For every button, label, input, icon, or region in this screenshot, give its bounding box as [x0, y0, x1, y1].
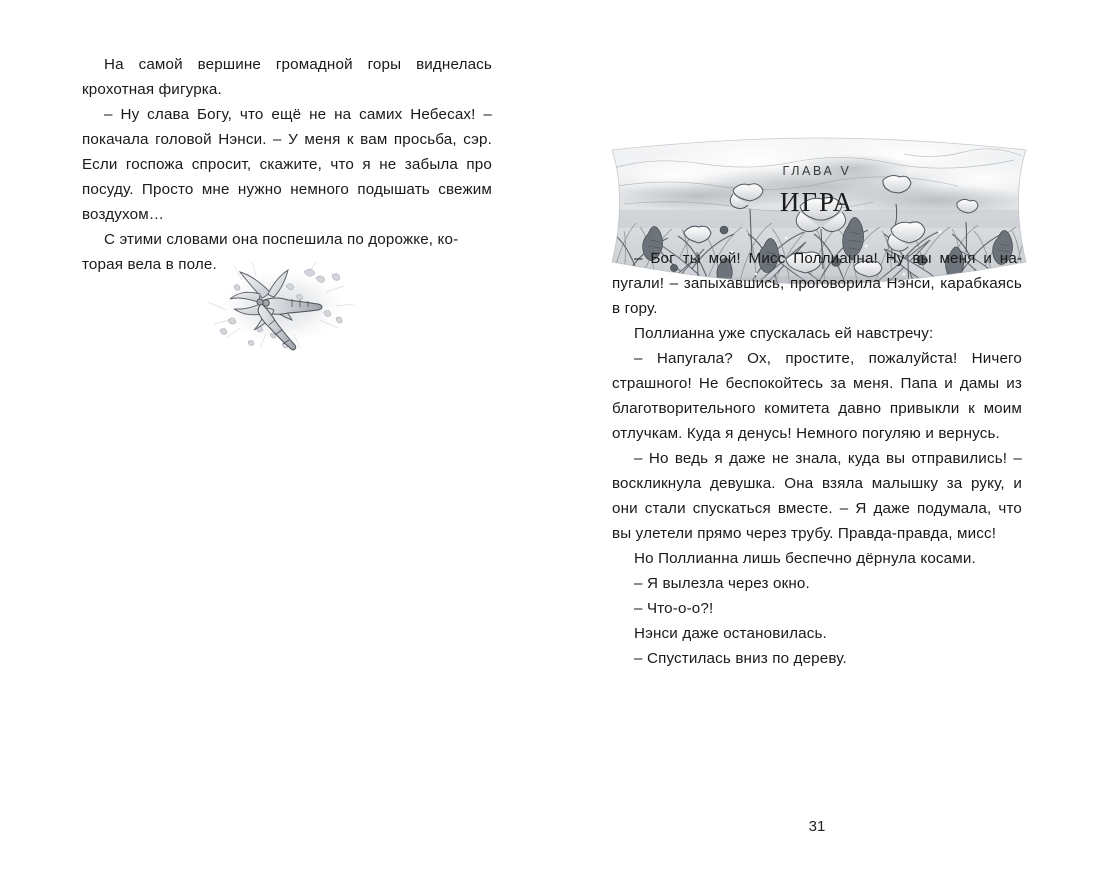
paragraph: – Спустилась вниз по дереву.: [634, 650, 847, 667]
chapter-heading: [612, 164, 1022, 218]
paragraph: – Ну слава Богу, что ещё не на самих Небесах! – покачала головой Нэнси. – У меня к вам просьба, сэр. Если госпожа спросит, скажите, что я не забыла про посуду. Просто мне нужно немного подышать свежим воздухом…: [82, 106, 492, 223]
paragraph: – Напугала? Ох, простите, пожалуйста! Ничего страшного! Не беспокойтесь за меня. Папа и дамы из благотворительного комитета давно привыкли к моим отлучкам. Куда я денусь! Немного погуляю и вернусь.: [612, 350, 1022, 442]
paragraph: Но Поллианна лишь беспечно дёрнула косами.: [634, 550, 976, 567]
paragraph: – Что-о-о?!: [634, 600, 714, 617]
right-page-text-body: [612, 246, 1022, 671]
dragonflies-vignette-illustration: [196, 250, 366, 355]
chapter-title: ИГРА: [779, 187, 855, 217]
paragraph: – Я вылезла через окно.: [634, 575, 810, 592]
paragraph: – Но ведь я даже не знала, куда вы отправились! – воскликнула девушка. Она взяла малышку за руку, и они стали спускаться вместе. – Я даже подумала, что вы улетели прямо через трубу. Правда-правда, мисс!: [612, 450, 1022, 542]
paragraph: На самой вершине громадной горы виднелась крохотная фигурка.: [82, 56, 492, 98]
chapter-number-label: ГЛАВА V: [782, 164, 852, 178]
paragraph: С этими словами она поспешила по дорожке, которая вела в поле.: [82, 231, 459, 273]
paragraph: Нэнси даже остановилась.: [634, 625, 827, 642]
left-page-text-column: [82, 52, 492, 277]
paragraph: Поллианна уже спускалась ей навстречу:: [634, 325, 934, 342]
right-page-content-column: [612, 128, 1022, 671]
paragraph: – Бог ты мой! Мисс Поллианна! Ну вы меня и напугали! – запыхавшись, проговорила Нэнси, карабкаясь в гору.: [612, 250, 1022, 317]
page-number: 31: [808, 818, 826, 835]
